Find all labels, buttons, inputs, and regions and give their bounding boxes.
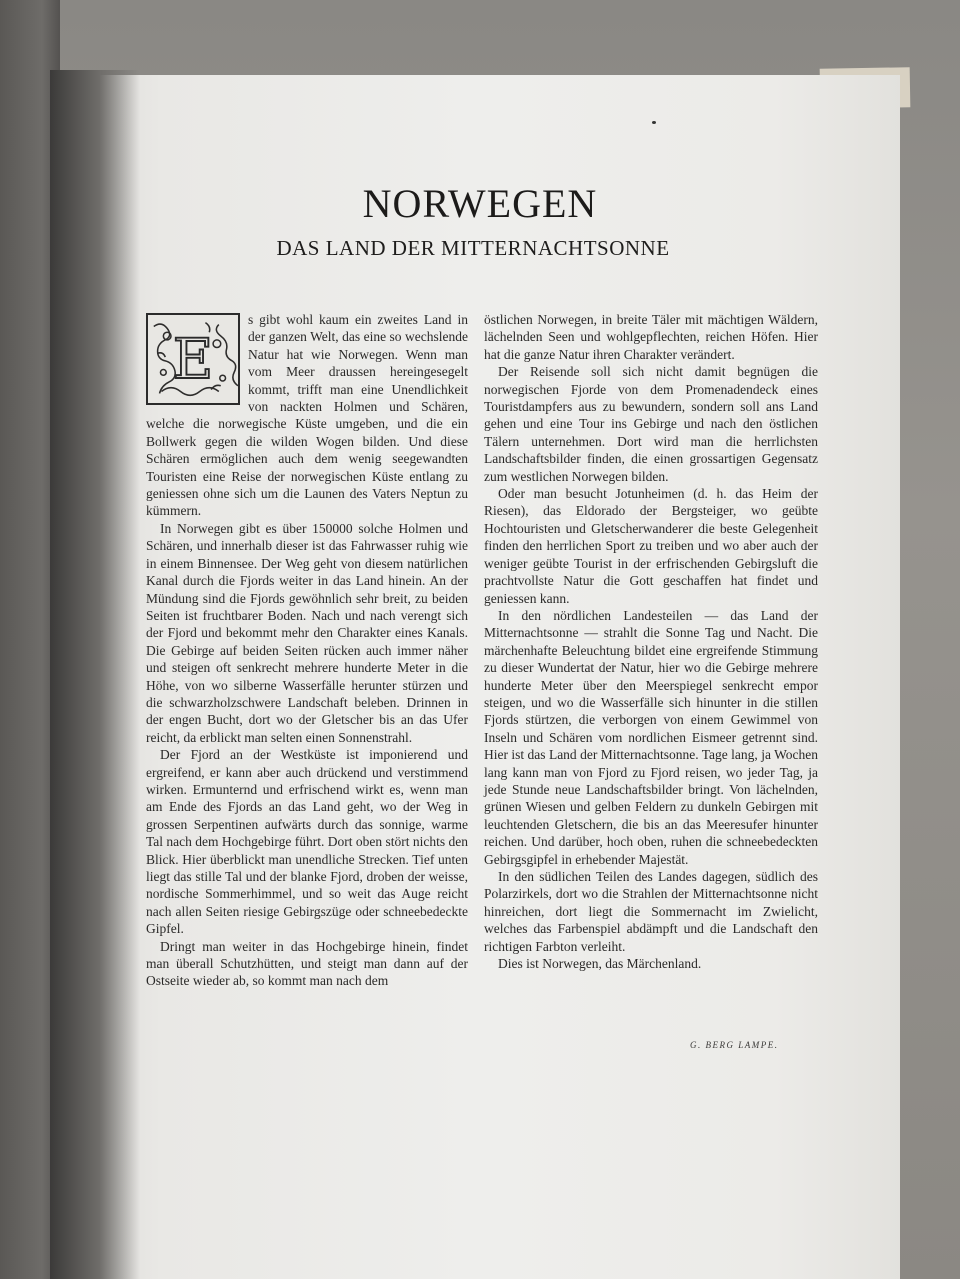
paragraph: Dies ist Norwegen, das Märchenland. xyxy=(498,956,702,972)
text-column-left xyxy=(146,311,468,990)
page-speck xyxy=(652,121,656,124)
ornamental-initial xyxy=(146,313,240,405)
text-column-right xyxy=(484,311,818,972)
paragraph: s gibt wohl kaum ein zweites Land in der ganzen Welt, das eine so wechslende Natur hat wie Norwegen. Wenn man vom Meer draussen hereingesegelt kommt, trifft man eine Unendlichkeit von nackten Holmen und Schären, welche die norwegische Küste umgeben, und die ein Bollwerk gegen die wilden Wogen bilden. Und diese Schären ermöglichen auch dem wenig seegewandten Touristen eine Reise der norwegischen Küste entlang zu geniessen ohne sich um die Launen des Vaters Neptun zu kümmern. xyxy=(146,312,468,519)
page-title: NORWEGEN xyxy=(362,181,598,226)
paragraph: In Norwegen gibt es über 150000 solche Holmen und Schären, und innerhalb dieser ist das Fahrwasser ruhig wie in einem Binnensee. Der Weg geht von diesem natürlichen Kanal durch die Fjords weiter in das Land hinein. An der Mündung sind die Fjords gewöhnlich sehr breit, zu beiden Seiten ist fruchtbarer Boden. Nach und nach verengt sich der Fjord und bekommt mehr den Charakter eines Kanals. Die Gebirge auf beiden Seiten rücken auch immer näher und steigen oft senkrecht mehrere hunderte Meter in die Höhe, von wo silberne Wasserfälle herunter stürzen und die schwarzholzschwere Landschaft beleben. Drinnen in der engen Bucht, dort wo der Gletscher bis an das Ufer reicht, da erblickt man selten einen Sonnenstrahl. xyxy=(146,520,468,745)
page-subtitle: DAS LAND DER MITTERNACHTSONNE xyxy=(276,236,670,260)
author-signature: G. BERG LAMPE. xyxy=(690,1040,779,1050)
paragraph: In den südlichen Teilen des Landes dagegen, südlich des Polarzirkels, dort wo die Strahlen der Mitternachtsonne nicht hinreichen, dort liegt die Sommernacht im Zwielicht, welches das Farbenspiel abdämpft und die Landschaft den richtigen Farbton verleiht. xyxy=(484,869,818,954)
paragraph: Der Reisende soll sich nicht damit begnügen die norwegischen Fjorde von dem Promenadendeck eines Touristdampfers aus zu bewundern, sondern soll ans Land gehen und eine Tour ins Gebirge und nach den östlichen Tälern unternehmen. Dort wird man die herrlichsten Landschaftsbilder finden, die einen grossartigen Gegensatz zum westlichen Norwegen bilden. xyxy=(484,364,818,484)
paragraph: Der Fjord an der Westküste ist imponierend und ergreifend, er kann aber auch drückend und verstimmend wirken. Ermunternd und erfrischend wirkt es, wenn man am Ende des Fjords an das Land geht, wo der Weg in grossen Serpentinen aufwärts durch das sonnige, warme Tal nach dem Hochgebirge führt. Dort oben stört nichts den Blick. Hier überblickt man unendliche Strecken. Tief unten liegt das stille Tal und der blanke Fjord, droben der weisse, nordische Sommerhimmel, und so weit das Auge reicht nach allen Seiten riesige Gebirgszüge oder schneebedeckte Gipfel. xyxy=(146,747,468,937)
paragraph: Dringt man weiter in das Hochgebirge hinein, findet man überall Schutzhütten, und steigt man dann auf der Ostseite wieder ab, so kommt man nach dem xyxy=(146,938,468,989)
paragraph: Oder man besucht Jotunheimen (d. h. das Heim der Riesen), das Eldorado der Bergsteiger, wo geübte Hochtouristen und Gletscherwanderer die beste Gelegenheit finden den herrlichen Sport zu treiben und wo aber auch der weniger geübte Tourist in der erfrischenden Gebirgsluft die prachtvollste Natur die Gott geschaffen hat findet und geniessen kann. xyxy=(484,486,818,606)
paragraph: In den nördlichen Landesteilen — das Land der Mitternachtsonne — strahlt die Sonne Tag und Nacht. Die märchenhafte Beleuchtung bildet eine ergreifende Stimmung zu dieser Wundertat der Natur, hier wo die Gebirge mehrere hunderte Meter über den Meerspiegel senkrecht empor steigen, und wo die Wasserfälle sich hinunter in die stillen Fjords stürtzen, die verborgen von einem Gewimmel von Inseln und Schären vom nordlichen Eismeer getrennt sind. Hier ist das Land der Mitternachtsonne. Tage lang, ja Wochen lang kann man von Fjord zu Fjord reisen, wo jeder Tag, ja jede Stunde neue Landschaftsbilder bringt. Von lächelnden, grünen Wiesen und gelben Feldern zu dunkeln Gebirgen mit leuchtenden Gletschern, die bis an das Meeresufer hinunter reichen. Und darüber, hoch oben, ruhen die schneebedeckten Gebirgsgipfel in erhebender Majestät. xyxy=(484,607,818,867)
paragraph: östlichen Norwegen, in breite Täler mit mächtigen Wäldern, lächelnden Seen und wohlgepflechten, reichen Höfen. Hier hat die ganze Natur ihren Charakter verändert. xyxy=(484,312,818,362)
dropcap-letter: E xyxy=(172,328,214,393)
ornament-icon xyxy=(148,315,238,403)
